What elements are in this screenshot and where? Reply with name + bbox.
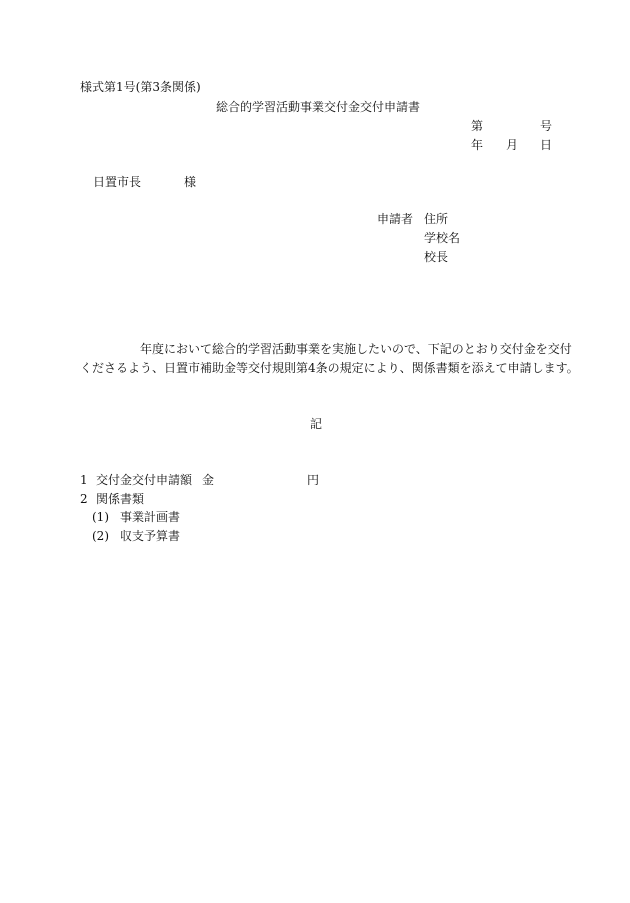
doc-number-dai: 第 bbox=[471, 119, 484, 133]
sub-item-1-label: 事業計画書 bbox=[120, 510, 181, 524]
item-1-number: 1 bbox=[80, 473, 88, 487]
date-day: 日 bbox=[540, 138, 553, 152]
item-1-kin: 金 bbox=[202, 473, 215, 487]
date-month: 月 bbox=[506, 138, 519, 152]
applicant-school-label: 学校名 bbox=[424, 231, 461, 245]
item-1-yen: 円 bbox=[307, 473, 320, 487]
doc-number-go: 号 bbox=[540, 119, 553, 133]
sub-item-2-number: (2) bbox=[92, 529, 109, 543]
addressee-honorific: 様 bbox=[184, 175, 197, 189]
item-2-label: 関係書類 bbox=[96, 492, 145, 506]
item-2-number: 2 bbox=[80, 492, 88, 506]
ki-heading: 記 bbox=[310, 417, 323, 431]
date-year: 年 bbox=[471, 138, 484, 152]
sub-item-1-number: (1) bbox=[92, 510, 109, 524]
document-title: 総合的学習活動事業交付金交付申請書 bbox=[216, 100, 421, 114]
sub-item-2-label: 収支予算書 bbox=[120, 529, 181, 543]
body-line-2: くださるよう、日置市補助金等交付規則第4条の規定により、関係書類を添えて申請します。 bbox=[80, 361, 579, 375]
applicant-label: 申請者 bbox=[377, 212, 414, 226]
form-style-number: 様式第1号(第3条関係) bbox=[80, 80, 201, 94]
applicant-principal-label: 校長 bbox=[424, 250, 449, 264]
addressee-name: 日置市長 bbox=[93, 175, 142, 189]
item-1-label: 交付金交付申請額 bbox=[96, 473, 193, 487]
applicant-address-label: 住所 bbox=[424, 212, 449, 226]
body-line-1: 年度において総合的学習活動事業を実施したいので、下記のとおり交付金を交付 bbox=[140, 342, 572, 356]
